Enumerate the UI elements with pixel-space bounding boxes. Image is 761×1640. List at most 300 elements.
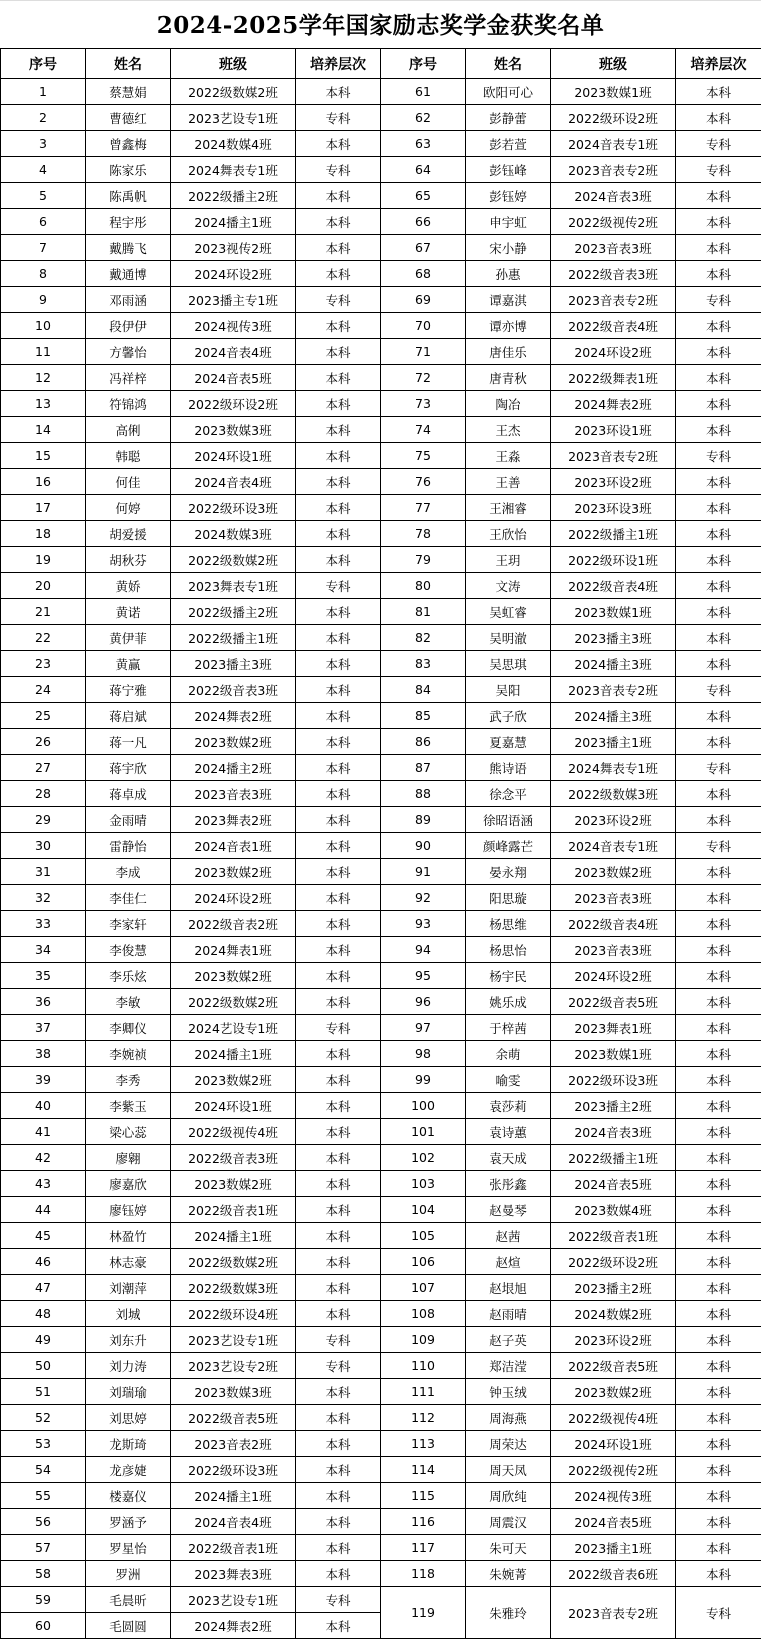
cell-level: 本科 [296,1041,381,1067]
cell-level: 本科 [676,1535,761,1561]
cell-name: 王欣怡 [466,521,551,547]
cell-number: 74 [381,417,466,443]
table-row [1,833,761,859]
table-row [1,1457,761,1483]
cell-number: 71 [381,339,466,365]
cell-name: 高俐 [86,417,171,443]
cell-number: 50 [1,1353,86,1379]
cell-level: 本科 [676,261,761,287]
cell-number: 16 [1,469,86,495]
cell-class: 2024环设1班 [171,1093,296,1119]
cell-level: 本科 [296,417,381,443]
cell-level: 本科 [676,807,761,833]
cell-number: 72 [381,365,466,391]
cell-level: 本科 [296,1561,381,1587]
cell-level: 本科 [296,651,381,677]
cell-number: 27 [1,755,86,781]
cell-name: 赵煊 [466,1249,551,1275]
cell-number: 8 [1,261,86,287]
table-row [1,807,761,833]
table-row [1,1067,761,1093]
cell-name: 夏嘉慧 [466,729,551,755]
cell-class: 2022级音表5班 [551,1353,676,1379]
table-row [1,443,761,469]
cell-name: 罗星怡 [86,1535,171,1561]
cell-class: 2022级环设2班 [551,1249,676,1275]
cell-number: 49 [1,1327,86,1353]
cell-number: 110 [381,1353,466,1379]
cell-class: 2022级环设3班 [171,1457,296,1483]
cell-name: 申宇虹 [466,209,551,235]
table-row [1,1327,761,1353]
cell-class: 2023舞表2班 [171,807,296,833]
table-row [1,625,761,651]
cell-name: 毛圆圆 [86,1613,171,1639]
cell-class: 2023视传2班 [171,235,296,261]
cell-class: 2024视传3班 [171,313,296,339]
cell-number: 30 [1,833,86,859]
cell-name: 邓雨涵 [86,287,171,313]
cell-name: 陈禹帆 [86,183,171,209]
cell-name: 钟玉绒 [466,1379,551,1405]
cell-number: 86 [381,729,466,755]
cell-name: 周欣纯 [466,1483,551,1509]
cell-number: 57 [1,1535,86,1561]
cell-name: 杨思怡 [466,937,551,963]
cell-name: 周荣达 [466,1431,551,1457]
cell-number: 93 [381,911,466,937]
cell-name: 程宇彤 [86,209,171,235]
cell-number: 84 [381,677,466,703]
cell-name: 宋小静 [466,235,551,261]
cell-class: 2024视传3班 [551,1483,676,1509]
cell-class: 2023数媒2班 [171,729,296,755]
cell-name: 唐青秋 [466,365,551,391]
cell-number: 87 [381,755,466,781]
cell-level: 本科 [676,105,761,131]
cell-level: 本科 [676,547,761,573]
header-name: 姓名 [86,49,171,79]
cell-number: 68 [381,261,466,287]
cell-level: 本科 [676,183,761,209]
cell-number: 63 [381,131,466,157]
cell-number: 85 [381,703,466,729]
cell-level: 本科 [676,989,761,1015]
cell-class: 2023数媒2班 [551,1379,676,1405]
cell-number: 54 [1,1457,86,1483]
cell-level: 专科 [296,157,381,183]
cell-level: 本科 [676,1171,761,1197]
cell-level: 本科 [296,1613,381,1639]
cell-name: 徐念平 [466,781,551,807]
cell-level: 本科 [676,911,761,937]
cell-class: 2023数媒1班 [551,1041,676,1067]
cell-class: 2024音表4班 [171,469,296,495]
cell-level: 本科 [676,1223,761,1249]
cell-class: 2024艺设专1班 [171,1015,296,1041]
cell-class: 2022级音表3班 [171,1145,296,1171]
cell-number: 67 [381,235,466,261]
header-number: 序号 [1,49,86,79]
cell-class: 2022级音表4班 [551,911,676,937]
cell-class: 2022级播主2班 [171,599,296,625]
cell-level: 本科 [296,963,381,989]
table-row [1,1015,761,1041]
cell-name: 黄娇 [86,573,171,599]
cell-level: 本科 [676,391,761,417]
cell-class: 2022级环设3班 [551,1067,676,1093]
cell-number: 14 [1,417,86,443]
cell-class: 2022级环设2班 [551,105,676,131]
cell-name: 楼嘉仪 [86,1483,171,1509]
cell-number: 76 [381,469,466,495]
cell-name: 黄赢 [86,651,171,677]
table-row [1,287,761,313]
cell-class: 2023播主1班 [551,729,676,755]
award-table [0,48,761,1639]
cell-name: 周天凤 [466,1457,551,1483]
cell-level: 专科 [296,105,381,131]
cell-class: 2022级视传4班 [171,1119,296,1145]
cell-level: 本科 [676,573,761,599]
cell-number: 41 [1,1119,86,1145]
cell-level: 本科 [676,495,761,521]
cell-class: 2024音表1班 [171,833,296,859]
cell-number: 79 [381,547,466,573]
cell-name: 李秀 [86,1067,171,1093]
cell-class: 2024音表5班 [551,1171,676,1197]
cell-number: 32 [1,885,86,911]
cell-level: 本科 [296,677,381,703]
table-row [1,469,761,495]
cell-name: 胡秋芬 [86,547,171,573]
cell-class: 2023音表3班 [551,235,676,261]
cell-level: 专科 [296,1327,381,1353]
cell-number: 39 [1,1067,86,1093]
cell-level: 专科 [676,755,761,781]
cell-level: 本科 [296,599,381,625]
cell-number: 69 [381,287,466,313]
cell-level: 本科 [676,651,761,677]
cell-number: 109 [381,1327,466,1353]
cell-number: 23 [1,651,86,677]
cell-number: 77 [381,495,466,521]
cell-level: 本科 [296,443,381,469]
cell-number: 7 [1,235,86,261]
table-row [1,677,761,703]
cell-level: 本科 [676,885,761,911]
cell-class: 2024播主3班 [551,651,676,677]
header-class: 班级 [171,49,296,79]
cell-level: 本科 [296,1483,381,1509]
cell-class: 2024环设2班 [551,339,676,365]
table-row [1,1535,761,1561]
cell-class: 2024舞表2班 [551,391,676,417]
table-row [1,651,761,677]
table-row [1,1509,761,1535]
cell-level: 本科 [296,625,381,651]
cell-class: 2024舞表专1班 [551,755,676,781]
cell-number: 91 [381,859,466,885]
table-row [1,1561,761,1587]
cell-class: 2023音表2班 [171,1431,296,1457]
table-row [1,1483,761,1509]
table-row [1,1249,761,1275]
table-row [1,547,761,573]
cell-class: 2024环设1班 [551,1431,676,1457]
cell-number: 106 [381,1249,466,1275]
cell-name: 袁莎莉 [466,1093,551,1119]
cell-level: 本科 [676,417,761,443]
cell-name: 吴虹睿 [466,599,551,625]
table-row [1,157,761,183]
cell-name: 彭钰峰 [466,157,551,183]
cell-name: 周震汉 [466,1509,551,1535]
cell-class: 2023播主专1班 [171,287,296,313]
cell-level: 本科 [296,1457,381,1483]
table-row [1,1275,761,1301]
table-row [1,1145,761,1171]
cell-level: 本科 [296,547,381,573]
cell-name: 王善 [466,469,551,495]
cell-name: 李敏 [86,989,171,1015]
cell-number: 80 [381,573,466,599]
cell-level: 本科 [676,781,761,807]
table-row [1,339,761,365]
cell-number: 92 [381,885,466,911]
cell-class: 2022级音表2班 [171,911,296,937]
cell-class: 2024舞表2班 [171,1613,296,1639]
cell-number: 53 [1,1431,86,1457]
table-row [1,261,761,287]
cell-name: 张彤鑫 [466,1171,551,1197]
cell-level: 本科 [676,521,761,547]
cell-level: 本科 [296,755,381,781]
cell-number: 6 [1,209,86,235]
cell-name: 于梓茜 [466,1015,551,1041]
table-row [1,1093,761,1119]
cell-level: 本科 [296,1145,381,1171]
cell-level: 本科 [296,1119,381,1145]
table-row [1,1587,761,1613]
cell-class: 2024播主1班 [171,1483,296,1509]
cell-name: 王湘睿 [466,495,551,521]
cell-level: 本科 [296,1223,381,1249]
cell-number: 46 [1,1249,86,1275]
table-row [1,1353,761,1379]
cell-name: 林盈竹 [86,1223,171,1249]
table-row [1,495,761,521]
cell-number: 9 [1,287,86,313]
table-row [1,1171,761,1197]
cell-number: 81 [381,599,466,625]
cell-level: 本科 [296,1431,381,1457]
cell-level: 专科 [296,287,381,313]
cell-number: 12 [1,365,86,391]
cell-class: 2024音表3班 [551,183,676,209]
cell-level: 本科 [676,729,761,755]
cell-class: 2022级音表1班 [551,1223,676,1249]
cell-number: 11 [1,339,86,365]
cell-class: 2024数媒2班 [551,1301,676,1327]
cell-number: 104 [381,1197,466,1223]
table-row [1,729,761,755]
cell-name: 曾鑫梅 [86,131,171,157]
cell-number: 70 [381,313,466,339]
cell-name: 杨思维 [466,911,551,937]
cell-number: 88 [381,781,466,807]
cell-name: 欧阳可心 [466,79,551,105]
cell-level: 专科 [296,1587,381,1613]
cell-number: 26 [1,729,86,755]
cell-number: 102 [381,1145,466,1171]
table-row [1,79,761,105]
cell-name: 李卿仪 [86,1015,171,1041]
table-row [1,417,761,443]
table-row [1,885,761,911]
header-name: 姓名 [466,49,551,79]
cell-number: 21 [1,599,86,625]
cell-level: 本科 [676,79,761,105]
page-title: 2024-2025学年国家励志奖学金获奖名单 [0,0,761,48]
table-row [1,599,761,625]
cell-number: 31 [1,859,86,885]
cell-name: 梁心蕊 [86,1119,171,1145]
cell-number: 25 [1,703,86,729]
cell-number: 19 [1,547,86,573]
cell-class: 2023音表专2班 [551,443,676,469]
cell-level: 本科 [296,313,381,339]
cell-name: 谭嘉淇 [466,287,551,313]
cell-number: 75 [381,443,466,469]
cell-level: 本科 [676,937,761,963]
table-row [1,755,761,781]
cell-name: 谭亦博 [466,313,551,339]
cell-number: 36 [1,989,86,1015]
cell-name: 朱婉菁 [466,1561,551,1587]
cell-number: 34 [1,937,86,963]
cell-number: 61 [381,79,466,105]
cell-level: 本科 [296,365,381,391]
cell-level: 专科 [676,833,761,859]
cell-level: 本科 [296,1535,381,1561]
cell-level: 本科 [676,1509,761,1535]
table-row [1,1223,761,1249]
cell-name: 王杰 [466,417,551,443]
cell-name: 李佳仁 [86,885,171,911]
cell-number: 119 [381,1587,466,1639]
cell-number: 37 [1,1015,86,1041]
cell-number: 114 [381,1457,466,1483]
cell-name: 李紫玉 [86,1093,171,1119]
cell-level: 本科 [676,1327,761,1353]
cell-number: 99 [381,1067,466,1093]
cell-name: 廖翱 [86,1145,171,1171]
cell-number: 116 [381,1509,466,1535]
cell-level: 本科 [676,1405,761,1431]
cell-level: 本科 [676,599,761,625]
cell-level: 本科 [296,1067,381,1093]
cell-level: 本科 [676,235,761,261]
cell-class: 2022级音表4班 [551,573,676,599]
cell-class: 2023音表3班 [551,885,676,911]
cell-level: 专科 [676,1587,761,1639]
cell-class: 2022级环设1班 [551,547,676,573]
cell-level: 本科 [296,79,381,105]
cell-name: 何佳 [86,469,171,495]
cell-class: 2023舞表3班 [171,1561,296,1587]
cell-class: 2024环设2班 [171,885,296,911]
cell-class: 2022级音表6班 [551,1561,676,1587]
table-row [1,183,761,209]
cell-number: 43 [1,1171,86,1197]
cell-name: 陈家乐 [86,157,171,183]
cell-number: 89 [381,807,466,833]
cell-level: 本科 [676,469,761,495]
cell-number: 3 [1,131,86,157]
cell-number: 28 [1,781,86,807]
cell-number: 58 [1,1561,86,1587]
cell-class: 2024舞表专1班 [171,157,296,183]
cell-class: 2023数媒4班 [551,1197,676,1223]
table-row [1,1041,761,1067]
cell-number: 100 [381,1093,466,1119]
cell-name: 蒋宇欣 [86,755,171,781]
cell-level: 专科 [296,573,381,599]
cell-name: 周海燕 [466,1405,551,1431]
cell-level: 本科 [296,1093,381,1119]
cell-level: 本科 [676,1379,761,1405]
cell-class: 2023音表专2班 [551,1587,676,1639]
cell-level: 本科 [296,911,381,937]
cell-level: 本科 [296,703,381,729]
table-row [1,937,761,963]
cell-level: 本科 [676,1275,761,1301]
cell-number: 112 [381,1405,466,1431]
cell-name: 廖钰婷 [86,1197,171,1223]
cell-name: 雷静怡 [86,833,171,859]
cell-name: 彭若萱 [466,131,551,157]
header-number: 序号 [381,49,466,79]
cell-level: 本科 [676,1093,761,1119]
cell-name: 刘潮萍 [86,1275,171,1301]
cell-number: 51 [1,1379,86,1405]
cell-number: 38 [1,1041,86,1067]
cell-name: 李成 [86,859,171,885]
cell-number: 47 [1,1275,86,1301]
cell-level: 本科 [676,1145,761,1171]
cell-name: 方馨怡 [86,339,171,365]
cell-number: 101 [381,1119,466,1145]
cell-level: 专科 [676,287,761,313]
cell-level: 本科 [676,1483,761,1509]
cell-level: 本科 [296,235,381,261]
cell-number: 40 [1,1093,86,1119]
cell-number: 17 [1,495,86,521]
cell-class: 2024舞表1班 [171,937,296,963]
cell-class: 2023数媒3班 [171,417,296,443]
cell-level: 本科 [296,1249,381,1275]
cell-level: 本科 [296,859,381,885]
cell-level: 本科 [676,859,761,885]
cell-level: 本科 [296,131,381,157]
cell-number: 1 [1,79,86,105]
cell-name: 蒋启斌 [86,703,171,729]
cell-class: 2024音表专1班 [551,131,676,157]
cell-number: 97 [381,1015,466,1041]
cell-level: 专科 [296,1015,381,1041]
cell-level: 专科 [676,157,761,183]
